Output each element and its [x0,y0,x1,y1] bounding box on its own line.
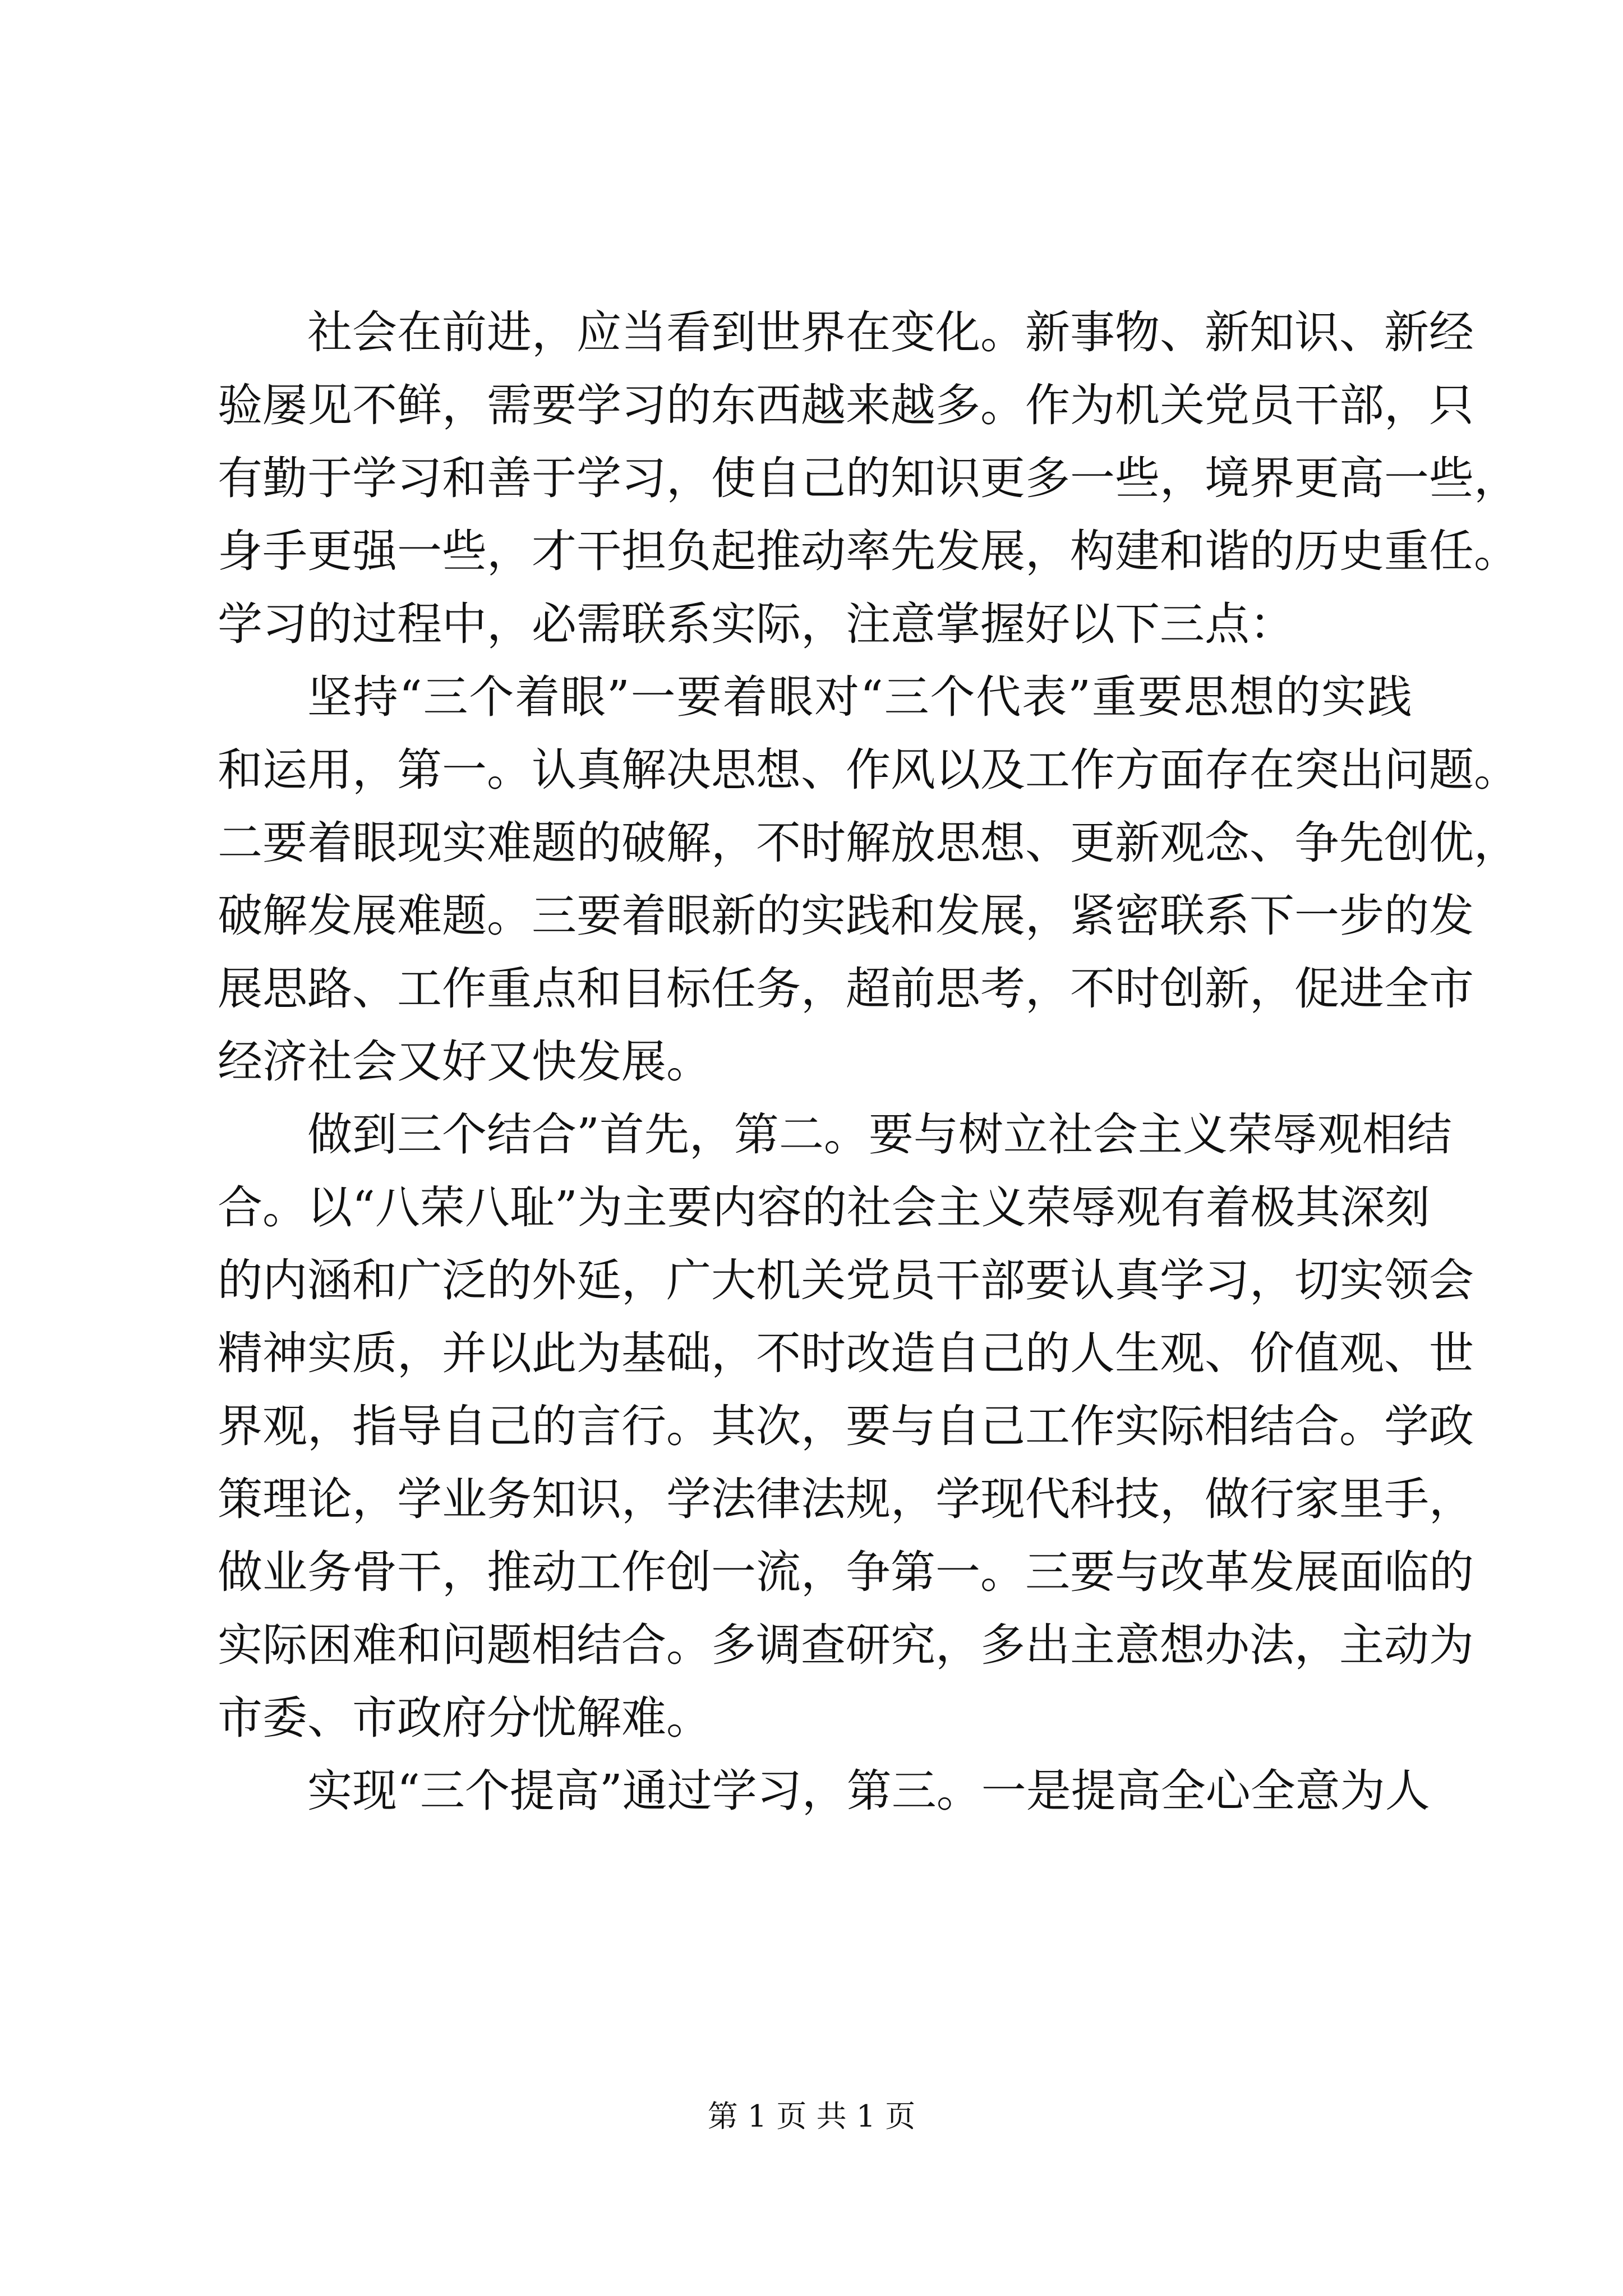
paragraph-line: 身手更强一些，才干担负起推动率先发展，构建和谐的历史重任。 [218,525,1519,577]
paragraph-line: 经济社会又好又快发展。 [218,1036,711,1088]
paragraph-line: 学习的过程中，必需联系实际，注意掌握好以下三点： [218,598,1294,650]
paragraph-line: 精神实质，并以此为基础，不时改造自己的人生观、价值观、世 [218,1327,1474,1379]
paragraph-line: 实现“三个提高”通过学习，第三。一是提高全心全意为人 [307,1765,1430,1817]
paragraph-line: 的内涵和广泛的外延，广大机关党员干部要认真学习，切实领会 [218,1254,1474,1306]
paragraph-line: 策理论，学业务知识，学法律法规，学现代科技，做行家里手， [218,1473,1474,1525]
page-number-label: 第 1 页 共 1 页 [707,2099,916,2134]
paragraph-line: 界观，指导自己的言行。其次，要与自己工作实际相结合。学政 [218,1400,1474,1452]
paragraph-line: 实际困难和问题相结合。多调查研究，多出主意想办法，主动为 [218,1619,1474,1671]
paragraph-line: 合。以“八荣八耻”为主要内容的社会主义荣辱观有着极其深刻 [218,1181,1430,1234]
paragraph-line: 和运用，第一。认真解决思想、作风以及工作方面存在突出问题。 [218,744,1519,796]
paragraph-line: 做到三个结合”首先，第二。要与树立社会主义荣辱观相结 [307,1108,1452,1161]
paragraph-line: 市委、市政府分忧解难。 [218,1692,711,1744]
paragraph-line: 破解发展难题。三要着眼新的实践和发展，紧密联系下一步的发 [218,890,1474,942]
paragraph-line: 社会在前进，应当看到世界在变化。新事物、新知识、新经 [307,306,1474,358]
paragraph-line: 二要着眼现实难题的破解，不时解放思想、更新观念、争先创优， [218,817,1519,869]
paragraph-line: 展思路、工作重点和目标任务，超前思考，不时创新，促进全市 [218,963,1474,1015]
paragraph-line: 坚持“三个着眼”一要着眼对“三个代表”重要思想的实践 [307,671,1412,723]
page-footer [0,2097,1623,2136]
paragraph-line: 验屡见不鲜，需要学习的东西越来越多。作为机关党员干部，只 [218,379,1474,431]
document-body [218,296,1519,1828]
paragraph-line: 有勤于学习和善于学习，使自己的知识更多一些，境界更高一些， [218,452,1519,504]
paragraph-line: 做业务骨干，推动工作创一流，争第一。三要与改革发展面临的 [218,1546,1474,1598]
